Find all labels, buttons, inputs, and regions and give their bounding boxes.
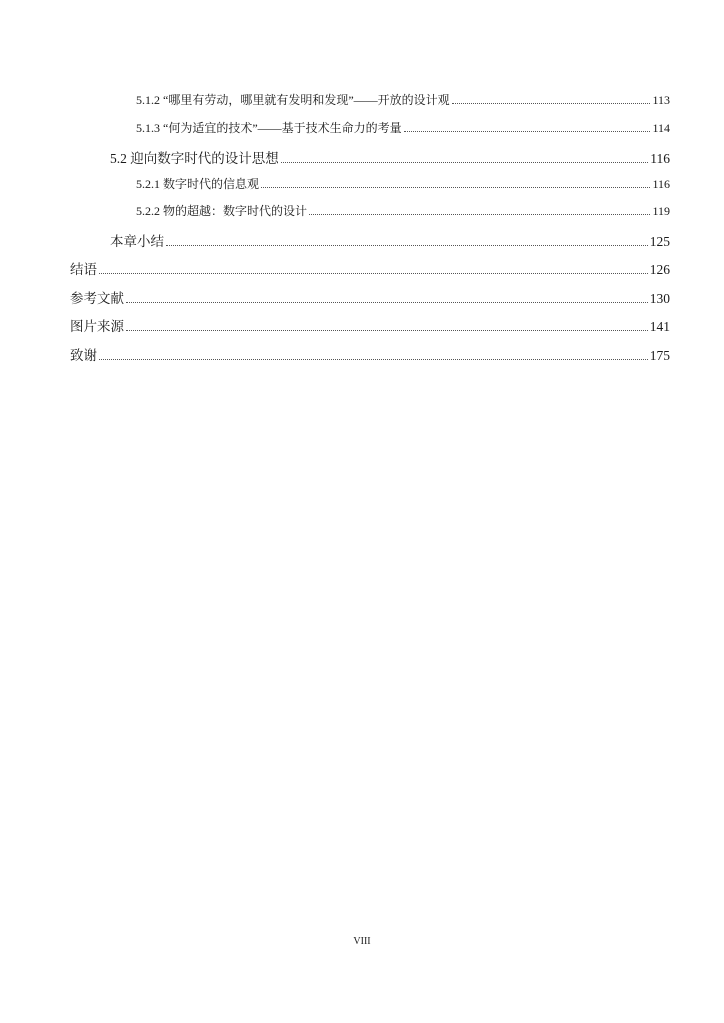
dot-leader [404,130,651,132]
dot-leader [281,161,649,163]
dot-leader [166,244,648,246]
toc-entry-page: 130 [649,291,670,306]
toc-entry-title: 5.1.2 “哪里有劳动，哪里就有发明和发现”——开放的设计观 [136,93,450,107]
dot-leader [126,329,648,331]
toc-entry-title: 参考文献 [70,291,124,306]
toc-entry[interactable] [110,147,670,167]
toc-entry-title: 结语 [70,262,97,277]
toc-entry-title: 5.2.2 物的超越：数字时代的设计 [136,204,308,218]
toc-entry-page: 116 [650,151,670,166]
toc-entry-title: 图片来源 [70,319,124,334]
dot-leader [261,186,650,188]
toc-entry-page: 113 [652,93,670,107]
toc-entry[interactable] [136,175,670,195]
toc-entry[interactable] [136,119,670,139]
toc-entry-title: 本章小结 [110,234,164,249]
dot-leader [126,301,648,303]
toc-entry-page: 175 [649,348,670,363]
dot-leader [99,272,648,274]
toc-entry[interactable] [136,202,670,222]
toc-entry-page: 116 [652,177,670,191]
page-number-footer: VIII [353,936,371,947]
toc-entry-title: 5.1.3 “何为适宜的技术”——基于技术生命力的考量 [136,121,402,135]
toc-entry[interactable] [70,315,670,335]
toc-entry-title: 5.2.1 数字时代的信息观 [136,177,260,191]
toc-entry[interactable] [70,258,670,278]
dot-leader [309,213,650,215]
dot-leader [452,102,651,104]
toc-entry-title: 致谢 [70,348,97,363]
toc-entry[interactable] [70,287,670,307]
toc-entry-title: 5.2 迎向数字时代的设计思想 [110,151,279,166]
toc-entry-page: 119 [652,204,670,218]
toc-entry[interactable] [136,91,670,111]
toc-entry[interactable] [70,344,670,364]
dot-leader [99,358,648,360]
toc-entry-page: 125 [649,234,670,249]
toc-entry-page: 141 [649,319,670,334]
toc-entry-page: 126 [649,262,670,277]
toc-entry-page: 114 [652,121,670,135]
toc-entry[interactable] [110,230,670,250]
